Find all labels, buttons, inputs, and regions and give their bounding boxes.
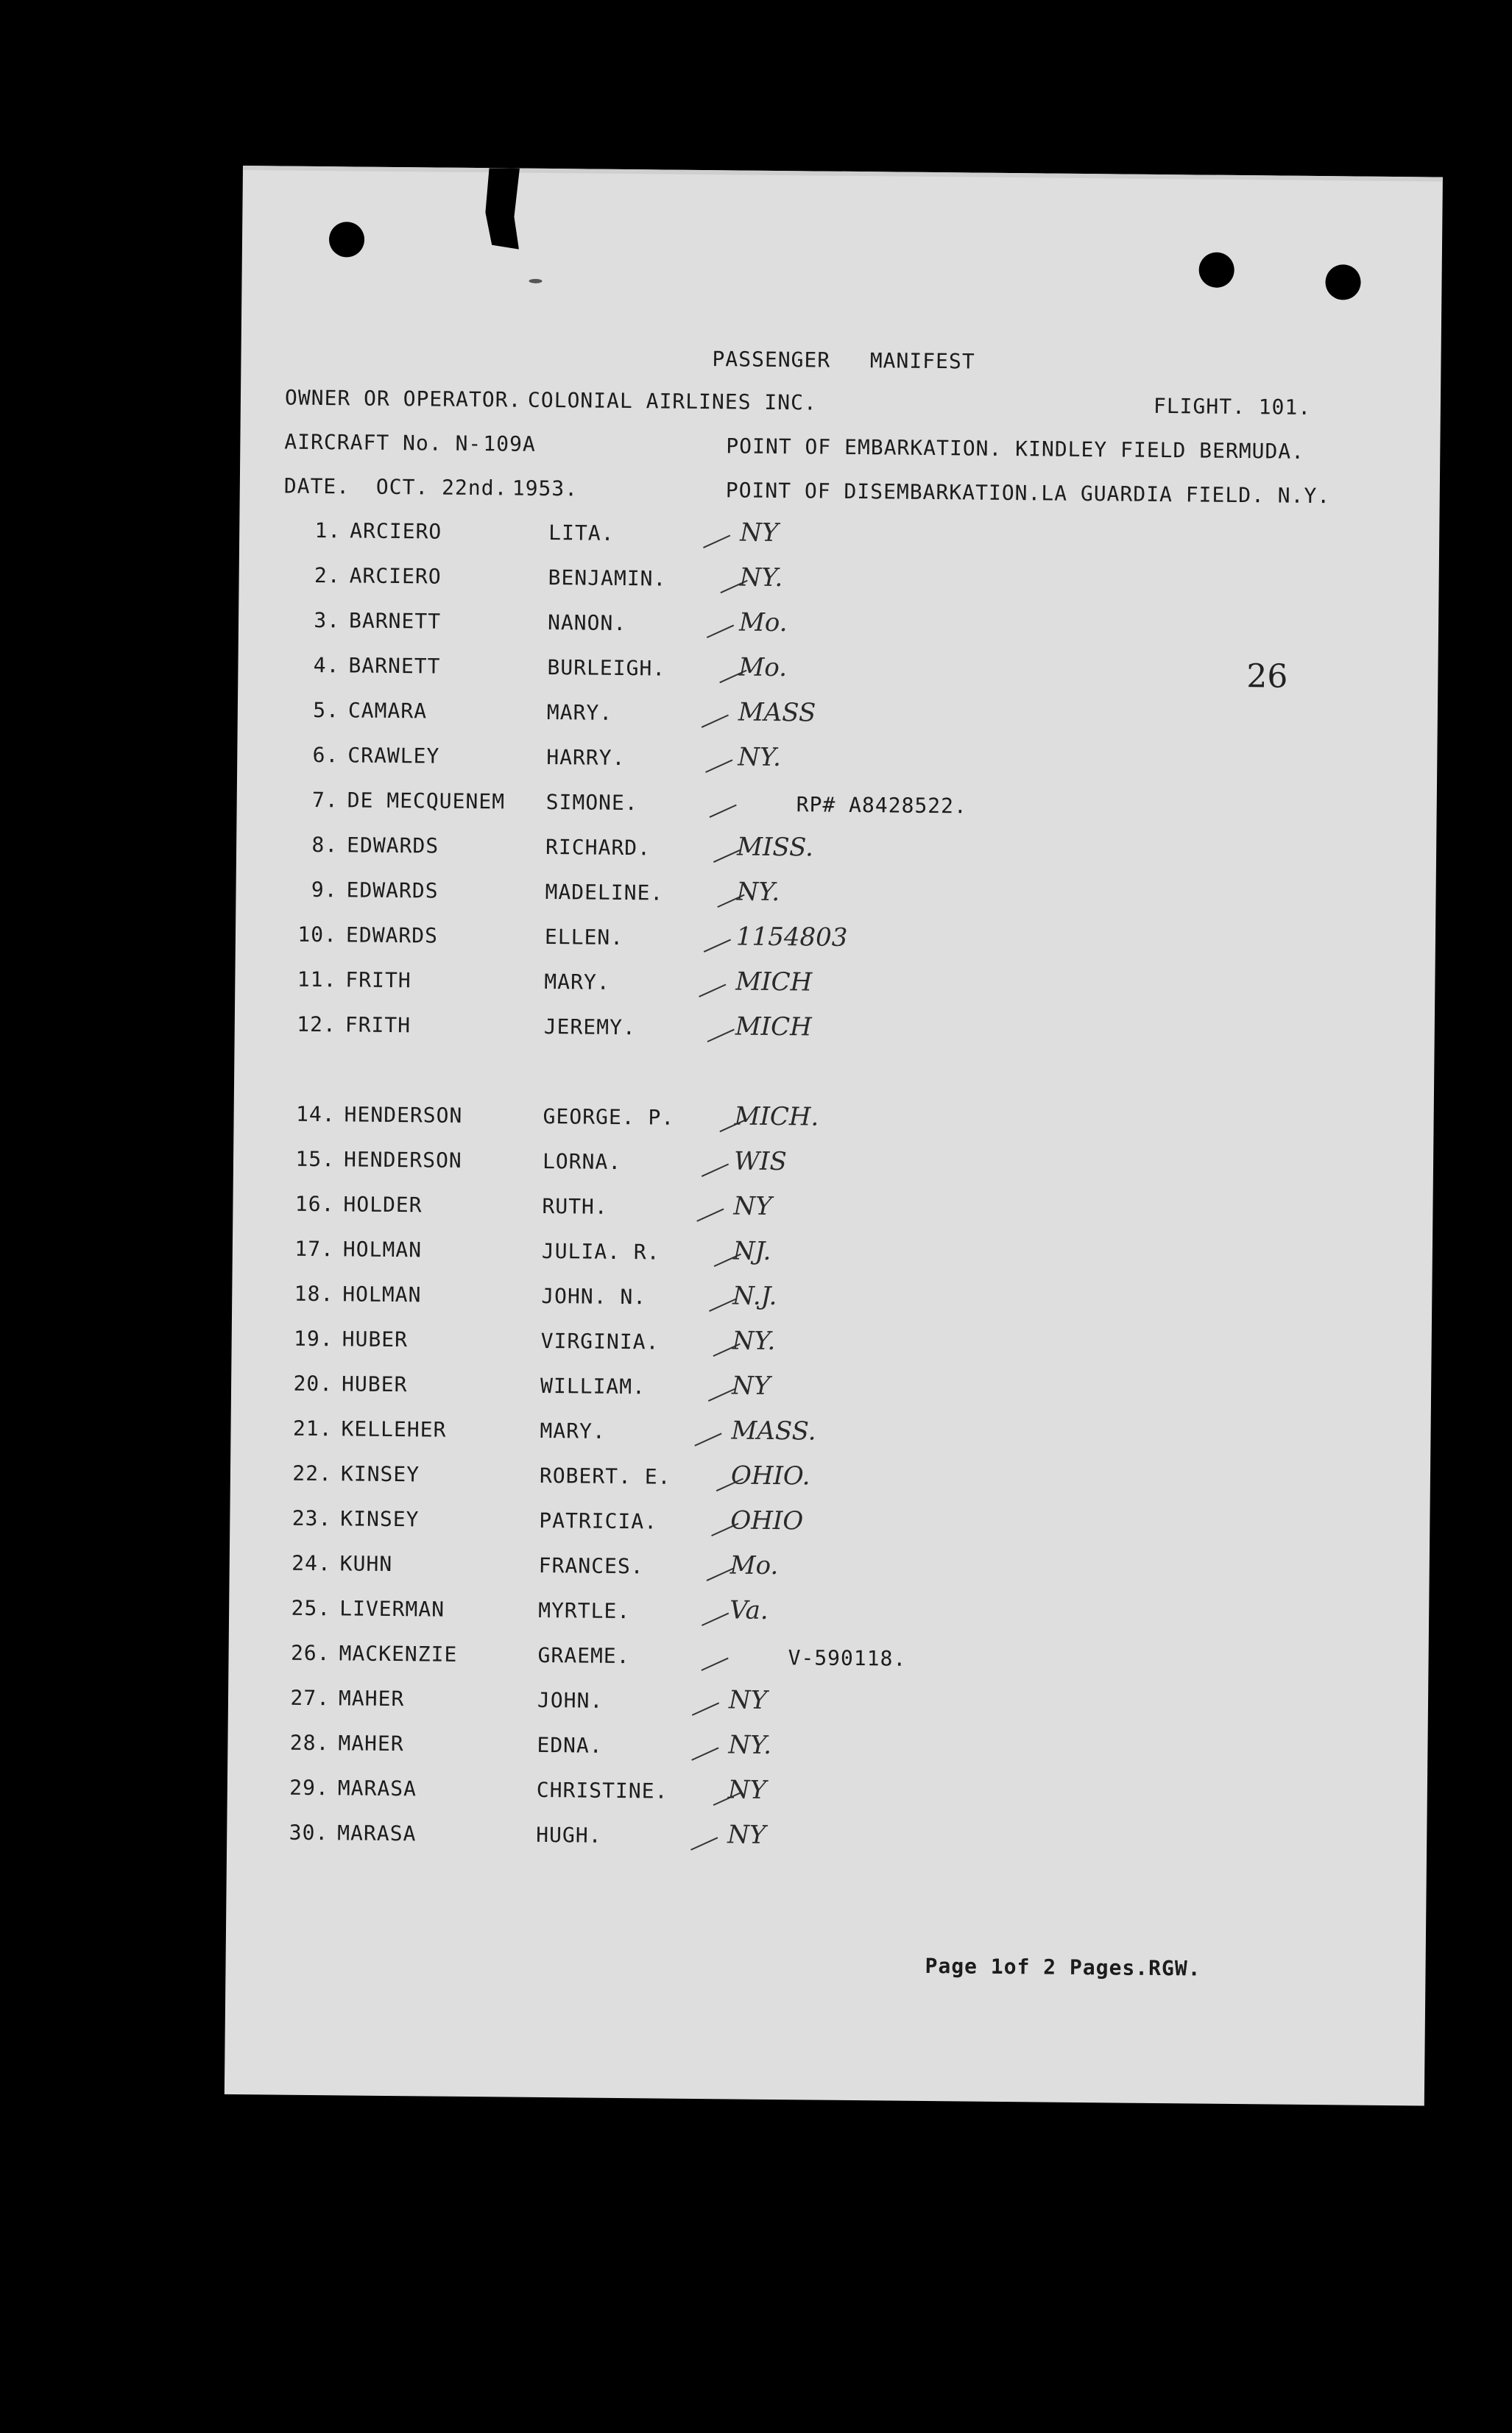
handwritten-state: MICH. [734, 1101, 819, 1132]
handwritten-state: NY. [738, 742, 782, 773]
handwritten-state: OHIO. [730, 1461, 810, 1491]
page-number-stamp: 26 [1246, 657, 1288, 696]
passenger-row [236, 832, 1436, 880]
aircraft-label: AIRCRAFT No. N- [284, 429, 482, 456]
passenger-given-name: HUGH. [536, 1822, 602, 1848]
handwritten-state: MICH [735, 967, 813, 997]
handwritten-state: Mo. [738, 652, 788, 683]
date-year: 1953. [512, 476, 579, 501]
passenger-row [233, 1236, 1432, 1285]
handwritten-state: MISS. [736, 832, 814, 863]
handwritten-state: Mo. [738, 607, 788, 638]
passenger-surname: MACKENZIE [339, 1641, 458, 1667]
torn-corner [485, 168, 520, 249]
passenger-number: 14. [295, 1101, 336, 1127]
passenger-row [229, 1550, 1429, 1599]
passenger-given-name: VIRGINIA. [540, 1328, 660, 1355]
handwritten-state: Mo. [729, 1550, 779, 1581]
punch-hole-left [329, 222, 364, 257]
check-mark [696, 1208, 724, 1221]
passenger-number: 19. [293, 1326, 333, 1352]
passenger-number [293, 1057, 336, 1058]
passenger-number: 26. [290, 1640, 331, 1666]
check-mark [704, 939, 731, 953]
page-edge [243, 166, 1443, 182]
passenger-surname: KINSEY [340, 1461, 420, 1487]
passenger-row [231, 1371, 1431, 1419]
passenger-number: 29. [289, 1775, 330, 1801]
passenger-given-name: GRAEME. [537, 1642, 630, 1669]
passenger-number: 5. [313, 697, 340, 723]
passenger-given-name: ROBERT. E. [539, 1463, 671, 1489]
passenger-surname: FRITH [345, 1012, 411, 1038]
passenger-row [238, 697, 1438, 746]
passenger-surname: HENDERSON [343, 1147, 462, 1173]
passenger-row [230, 1416, 1430, 1464]
passenger-given-name: JOHN. [537, 1687, 604, 1713]
handwritten-state: MASS [738, 697, 816, 728]
handwritten-state: MASS. [731, 1416, 816, 1447]
passenger-number: 12. [297, 1011, 336, 1037]
passenger-number: 2. [314, 562, 341, 588]
check-mark [699, 984, 726, 997]
flight-number: FLIGHT. 101. [1153, 393, 1312, 420]
passenger-given-name: EDNA. [537, 1732, 603, 1758]
passenger-number: 16. [294, 1191, 335, 1217]
passenger-given-name: CHRISTINE. [536, 1777, 668, 1804]
passenger-row [233, 1191, 1432, 1240]
passenger-surname: CAMARA [347, 698, 428, 724]
passenger-surname: MAHER [338, 1731, 404, 1756]
handwritten-state: Va. [729, 1595, 769, 1625]
handwritten-state: NY. [732, 1326, 776, 1357]
passenger-number: 11. [297, 967, 337, 992]
passenger-number: 9. [311, 877, 338, 903]
passenger-surname: EDWARDS [345, 922, 439, 948]
check-mark [703, 534, 730, 548]
passenger-given-name: LITA. [548, 520, 615, 545]
passenger-number: 20. [293, 1371, 333, 1396]
passenger-number: 22. [292, 1461, 333, 1486]
passenger-number: 23. [292, 1505, 332, 1531]
passenger-row [235, 967, 1435, 1015]
passenger-row [239, 607, 1438, 656]
handwritten-state: NY. [736, 877, 780, 908]
check-mark [705, 760, 732, 773]
check-mark [691, 1747, 718, 1760]
passenger-given-name: JEREMY. [543, 1014, 636, 1040]
passenger-given-name: BENJAMIN. [548, 565, 667, 591]
passenger-number: 15. [295, 1146, 336, 1172]
check-mark [692, 1702, 719, 1715]
passport-number: RP# A8428522. [796, 792, 968, 819]
passenger-given-name: MARY. [546, 699, 613, 725]
owner-label: OWNER OR OPERATOR. [284, 385, 522, 412]
passenger-row [227, 1730, 1427, 1779]
ink-speck [529, 279, 542, 283]
passenger-given-name: FRANCES. [538, 1553, 644, 1579]
passenger-surname: KINSEY [340, 1506, 420, 1532]
punch-hole-right-1 [1198, 252, 1234, 287]
date-label: DATE. OCT. 22nd. [283, 473, 508, 501]
passenger-number: 28. [289, 1730, 330, 1756]
check-mark [702, 1163, 729, 1176]
handwritten-state: MICH [735, 1011, 812, 1042]
passenger-row [231, 1326, 1431, 1374]
handwritten-state: NY [727, 1820, 766, 1850]
passenger-surname: MARASA [337, 1821, 417, 1846]
passenger-given-name: BURLEIGH. [547, 655, 666, 681]
check-mark [710, 805, 737, 818]
passenger-row [233, 1146, 1433, 1195]
passenger-number: 27. [290, 1685, 331, 1711]
passenger-surname: ARCIERO [349, 563, 442, 589]
disembarkation-point: POINT OF DISEMBARKATION.LA GUARDIA FIELD. N.Y. [725, 478, 1331, 509]
passenger-surname: HUBER [342, 1327, 409, 1352]
passenger-number: 7. [311, 787, 339, 813]
passenger-given-name: LORNA. [542, 1148, 622, 1174]
passenger-given-name: GEORGE. P. [543, 1103, 675, 1130]
passenger-row [234, 1056, 1434, 1105]
passenger-given-name: WILLIAM. [540, 1373, 646, 1399]
passenger-surname: ARCIERO [350, 518, 442, 544]
passenger-row [232, 1281, 1432, 1330]
passenger-row [230, 1461, 1430, 1509]
check-mark [690, 1837, 718, 1850]
passenger-number: 1. [314, 518, 342, 543]
passenger-number: 4. [313, 652, 340, 678]
passenger-number: 17. [294, 1236, 335, 1262]
passenger-row [239, 562, 1438, 611]
passenger-row [236, 922, 1435, 970]
passenger-given-name: JULIA. R. [541, 1238, 660, 1265]
punch-hole-right-2 [1325, 264, 1360, 300]
passenger-surname: BARNETT [348, 608, 442, 634]
passenger-given-name: RUTH. [542, 1193, 608, 1219]
passenger-surname: HUBER [341, 1371, 408, 1397]
passenger-surname: CRAWLEY [347, 743, 440, 769]
handwritten-state: NY [740, 518, 779, 548]
page-footer: Page 1of 2 Pages.RGW. [925, 1954, 1201, 1981]
passport-number: V-590118. [788, 1645, 907, 1671]
check-mark [707, 625, 734, 638]
passenger-surname: HENDERSON [344, 1102, 463, 1128]
handwritten-state: N.J. [732, 1281, 777, 1312]
passenger-given-name: NANON. [547, 610, 627, 636]
passenger-surname: BARNETT [348, 653, 441, 679]
manifest-title: PASSENGER MANIFEST [712, 347, 975, 374]
passenger-number: 25. [291, 1595, 331, 1621]
passenger-number: 3. [314, 607, 341, 633]
passenger-number: 30. [289, 1820, 329, 1846]
passenger-row [228, 1640, 1428, 1689]
passenger-surname: LIVERMAN [339, 1596, 445, 1622]
passenger-number: 6. [312, 742, 339, 768]
passenger-surname: EDWARDS [346, 877, 439, 903]
handwritten-state: NJ. [732, 1236, 771, 1266]
handwritten-state: NY. [739, 562, 783, 593]
handwritten-state: WIS [733, 1146, 787, 1177]
passenger-surname: HOLMAN [342, 1282, 422, 1307]
passenger-row [227, 1775, 1427, 1823]
passenger-number: 24. [292, 1550, 331, 1576]
passenger-surname: MAHER [338, 1686, 405, 1712]
passenger-given-name: HARRY. [546, 744, 626, 771]
passenger-surname: DE MECQUENEM [347, 788, 506, 814]
handwritten-state: NY [728, 1685, 768, 1715]
passenger-given-name: MARY. [540, 1418, 606, 1444]
passenger-row [237, 742, 1437, 791]
check-mark [701, 1658, 728, 1671]
passenger-number: 8. [311, 832, 339, 858]
check-mark [702, 714, 729, 727]
passenger-row [236, 787, 1436, 836]
passenger-surname: KUHN [339, 1551, 393, 1577]
passenger-given-name: PATRICIA. [539, 1508, 658, 1534]
passenger-surname: HOLDER [343, 1192, 423, 1218]
passenger-surname: KELLEHER [341, 1416, 447, 1442]
passenger-given-name: MYRTLE. [538, 1597, 631, 1624]
passenger-surname: HOLMAN [342, 1237, 423, 1263]
passenger-given-name: JOHN. N. [541, 1283, 647, 1310]
manifest-page [225, 166, 1443, 2106]
passenger-given-name: MARY. [544, 969, 610, 995]
check-mark [694, 1433, 721, 1446]
passenger-given-name: MADELINE. [545, 879, 664, 905]
handwritten-state: NY [733, 1191, 772, 1221]
handwritten-state: NY. [728, 1730, 772, 1760]
passenger-surname: FRITH [345, 967, 411, 993]
passenger-row [227, 1820, 1427, 1868]
handwritten-state: 1154803 [735, 922, 848, 953]
passenger-surname: MARASA [337, 1776, 417, 1801]
passenger-number: 18. [294, 1281, 334, 1307]
passenger-given-name: SIMONE. [545, 789, 638, 816]
passenger-given-name: RICHARD. [545, 834, 651, 861]
handwritten-state: NY [727, 1775, 767, 1805]
passenger-row [233, 1101, 1433, 1150]
passenger-number: 10. [297, 922, 338, 947]
check-mark [702, 1613, 729, 1626]
handwritten-state: NY [731, 1371, 771, 1401]
passenger-number: 21. [292, 1416, 333, 1441]
passenger-row [230, 1505, 1430, 1554]
owner-value: COLONIAL AIRLINES INC. [527, 387, 817, 415]
passenger-row [229, 1595, 1429, 1644]
check-mark [707, 1029, 735, 1042]
passenger-row [236, 877, 1435, 925]
passenger-row [228, 1685, 1428, 1734]
passenger-given-name: ELLEN. [544, 924, 624, 950]
passenger-row [234, 1011, 1434, 1060]
embarkation-point: POINT OF EMBARKATION. KINDLEY FIELD BERMUDA. [726, 434, 1305, 464]
passenger-row [239, 518, 1439, 566]
passenger-surname: EDWARDS [346, 833, 439, 858]
handwritten-state: OHIO [730, 1505, 804, 1536]
aircraft-number: 109A [483, 431, 536, 456]
